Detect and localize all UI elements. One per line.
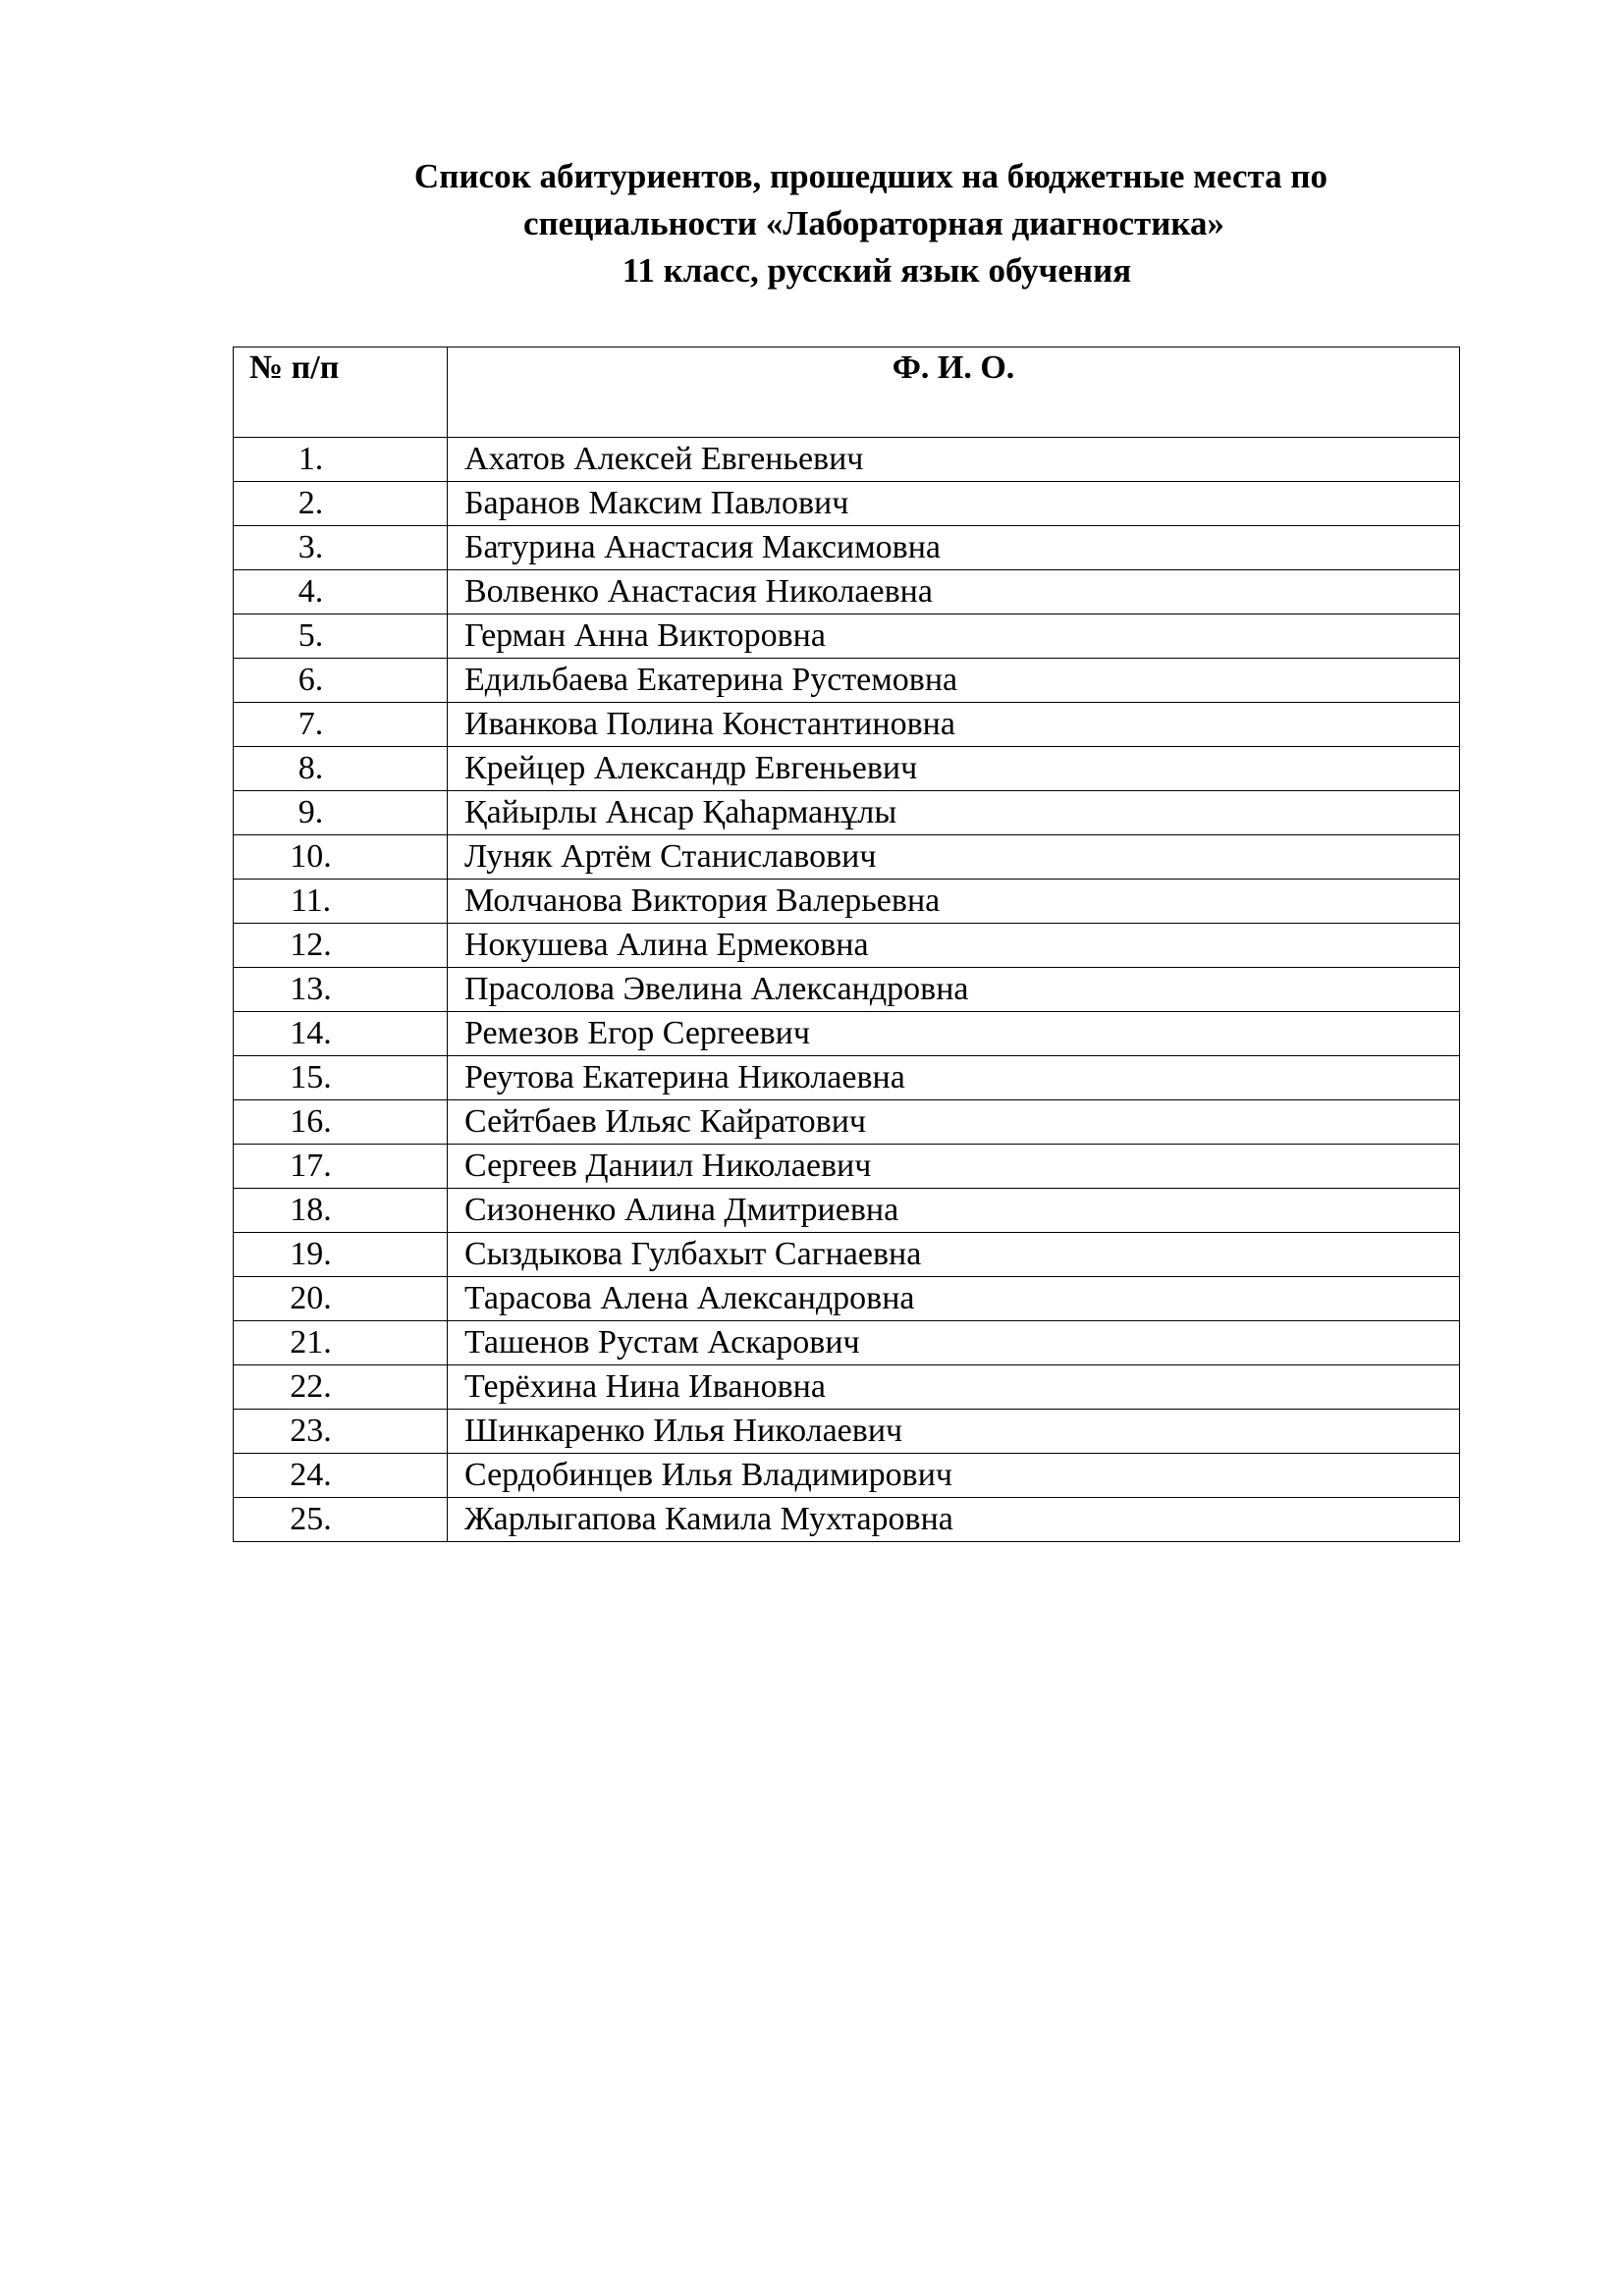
applicant-name: Волвенко Анастасия Николаевна [448, 570, 1460, 614]
table-row [234, 880, 1460, 924]
applicant-name: Ремезов Егор Сергеевич [448, 1012, 1460, 1056]
applicant-name: Сизоненко Алина Дмитриевна [448, 1189, 1460, 1233]
table-row [234, 1410, 1460, 1454]
row-number: 24. [234, 1454, 448, 1498]
row-number: 14. [234, 1012, 448, 1056]
applicant-name: Нокушева Алина Ермековна [448, 924, 1460, 968]
table-header [234, 347, 1460, 438]
applicants-table [233, 347, 1460, 1542]
table-row [234, 1498, 1460, 1542]
applicant-name: Прасолова Эвелина Александровна [448, 968, 1460, 1012]
row-number: 21. [234, 1321, 448, 1365]
row-number: 20. [234, 1277, 448, 1321]
applicant-name: Иванкова Полина Константиновна [448, 703, 1460, 747]
row-number: 2. [234, 482, 448, 526]
applicant-name: Жарлыгапова Камила Мухтаровна [448, 1498, 1460, 1542]
table-row [234, 1189, 1460, 1233]
table-row [234, 791, 1460, 835]
applicant-name: Қайырлы Ансар Қаһарманұлы [448, 791, 1460, 835]
table-row [234, 1056, 1460, 1100]
row-number: 19. [234, 1233, 448, 1277]
row-number: 10. [234, 835, 448, 880]
table-row [234, 703, 1460, 747]
table-row [234, 1100, 1460, 1145]
row-number: 17. [234, 1145, 448, 1189]
applicant-name: Ахатов Алексей Евгеньевич [448, 438, 1460, 482]
table-row [234, 835, 1460, 880]
row-number: 5. [234, 614, 448, 659]
title-line-1: Список абитуриентов, прошедших на бюджетные места по [413, 157, 1328, 195]
table-row [234, 482, 1460, 526]
applicant-name: Герман Анна Викторовна [448, 614, 1460, 659]
applicant-name: Луняк Артём Станиславович [448, 835, 1460, 880]
applicant-name: Сыздыкова Гулбахыт Сагнаевна [448, 1233, 1460, 1277]
applicant-name: Молчанова Виктория Валерьевна [448, 880, 1460, 924]
table-row [234, 1233, 1460, 1277]
row-number: 9. [234, 791, 448, 835]
row-number: 12. [234, 924, 448, 968]
applicant-name: Батурина Анастасия Максимовна [448, 526, 1460, 570]
applicant-name: Едильбаева Екатерина Рустемовна [448, 659, 1460, 703]
row-number: 11. [234, 880, 448, 924]
table-row [234, 1012, 1460, 1056]
table-row [234, 438, 1460, 482]
table-row [234, 614, 1460, 659]
applicant-name: Терёхина Нина Ивановна [448, 1365, 1460, 1410]
title-line-3: 11 класс, русский язык обучения [622, 251, 1132, 290]
row-number: 18. [234, 1189, 448, 1233]
table-row [234, 924, 1460, 968]
applicant-name: Сердобинцев Илья Владимирович [448, 1454, 1460, 1498]
applicant-name: Шинкаренко Илья Николаевич [448, 1410, 1460, 1454]
table-row [234, 1277, 1460, 1321]
title-line-2: специальности «Лабораторная диагностика» [522, 204, 1224, 242]
row-number: 16. [234, 1100, 448, 1145]
table-row [234, 659, 1460, 703]
row-number: 7. [234, 703, 448, 747]
row-number: 15. [234, 1056, 448, 1100]
applicant-name: Крейцер Александр Евгеньевич [448, 747, 1460, 791]
table-row [234, 968, 1460, 1012]
number-column-header: № п/п [234, 347, 448, 438]
document-title [0, 153, 1624, 294]
table-row [234, 1365, 1460, 1410]
table-header-row [234, 347, 1460, 438]
table-row [234, 1321, 1460, 1365]
row-number: 23. [234, 1410, 448, 1454]
row-number: 3. [234, 526, 448, 570]
applicant-name: Ташенов Рустам Аскарович [448, 1321, 1460, 1365]
applicant-name: Сергеев Даниил Николаевич [448, 1145, 1460, 1189]
applicant-name: Сейтбаев Ильяс Кайратович [448, 1100, 1460, 1145]
table-body [234, 438, 1460, 1542]
table-row [234, 526, 1460, 570]
table-row [234, 570, 1460, 614]
applicant-name: Реутова Екатерина Николаевна [448, 1056, 1460, 1100]
row-number: 22. [234, 1365, 448, 1410]
row-number: 6. [234, 659, 448, 703]
row-number: 4. [234, 570, 448, 614]
name-column-header: Ф. И. О. [448, 347, 1460, 438]
row-number: 13. [234, 968, 448, 1012]
applicant-name: Баранов Максим Павлович [448, 482, 1460, 526]
table-row [234, 1145, 1460, 1189]
applicant-name: Тарасова Алена Александровна [448, 1277, 1460, 1321]
row-number: 8. [234, 747, 448, 791]
row-number: 25. [234, 1498, 448, 1542]
row-number: 1. [234, 438, 448, 482]
table-row [234, 1454, 1460, 1498]
table-row [234, 747, 1460, 791]
